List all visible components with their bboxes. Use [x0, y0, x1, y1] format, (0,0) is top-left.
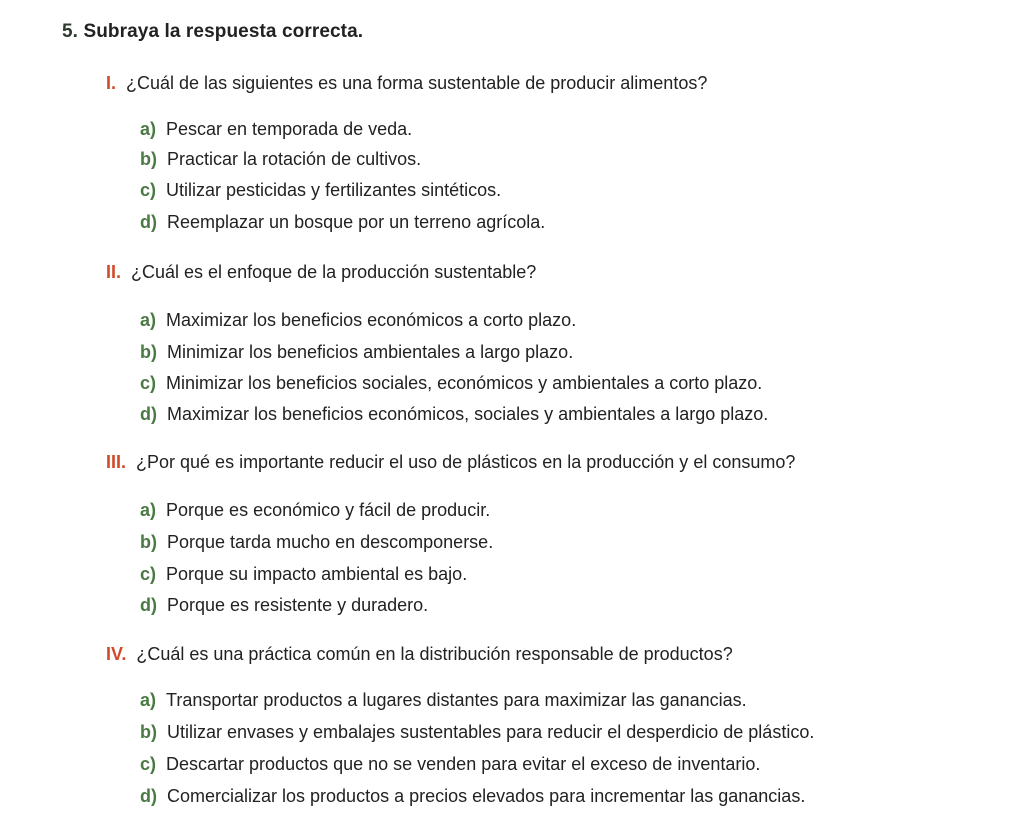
option-text: Practicar la rotación de cultivos. [167, 149, 422, 169]
question-4-option-a[interactable] [140, 690, 747, 711]
option-text: Reemplazar un bosque por un terreno agrícola. [167, 212, 546, 232]
question-1 [106, 73, 707, 94]
option-text: Maximizar los beneficios económicos, sociales y ambientales a largo plazo. [167, 404, 769, 424]
option-text: Porque es resistente y duradero. [167, 595, 429, 615]
question-2-numeral: II. [106, 262, 122, 282]
option-letter: d) [140, 404, 157, 424]
option-letter: d) [140, 212, 157, 232]
option-letter: c) [140, 754, 157, 774]
question-4-numeral: IV. [106, 644, 127, 664]
question-2 [106, 262, 536, 283]
question-2-option-a[interactable] [140, 310, 576, 331]
question-3-option-d[interactable] [140, 595, 428, 616]
question-4-text: ¿Cuál es una práctica común en la distribución responsable de productos? [136, 644, 733, 664]
option-text: Porque tarda mucho en descomponerse. [167, 532, 494, 552]
option-letter: a) [140, 119, 157, 139]
exercise-instruction: Subraya la respuesta correcta. [83, 21, 364, 42]
option-text: Transportar productos a lugares distantes para maximizar las ganancias. [166, 690, 747, 710]
question-3 [106, 452, 795, 473]
option-letter: d) [140, 595, 157, 615]
option-letter: a) [140, 690, 157, 710]
option-letter: b) [140, 532, 157, 552]
option-letter: c) [140, 373, 157, 393]
option-letter: b) [140, 149, 157, 169]
option-text: Utilizar pesticidas y fertilizantes sintéticos. [166, 180, 502, 200]
question-3-option-c[interactable] [140, 564, 467, 585]
question-2-option-d[interactable] [140, 404, 768, 425]
question-1-option-c[interactable] [140, 180, 501, 201]
question-4 [106, 644, 733, 665]
question-3-option-b[interactable] [140, 532, 493, 553]
question-1-option-d[interactable] [140, 212, 545, 233]
exercise-number: 5. [62, 21, 79, 42]
option-letter: c) [140, 180, 157, 200]
exercise-title [62, 21, 363, 43]
question-3-text: ¿Por qué es importante reducir el uso de plásticos en la producción y el consumo? [136, 452, 796, 472]
question-2-option-c[interactable] [140, 373, 762, 394]
question-2-text: ¿Cuál es el enfoque de la producción sustentable? [131, 262, 537, 282]
option-text: Porque su impacto ambiental es bajo. [166, 564, 468, 584]
option-letter: c) [140, 564, 157, 584]
option-letter: b) [140, 722, 157, 742]
option-text: Utilizar envases y embalajes sustentables para reducir el desperdicio de plástico. [167, 722, 815, 742]
question-1-text: ¿Cuál de las siguientes es una forma sustentable de producir alimentos? [126, 73, 708, 93]
question-4-option-b[interactable] [140, 722, 814, 743]
option-text: Maximizar los beneficios económicos a corto plazo. [166, 310, 577, 330]
option-text: Porque es económico y fácil de producir. [166, 500, 491, 520]
question-4-option-c[interactable] [140, 754, 760, 775]
question-3-numeral: III. [106, 452, 127, 472]
option-text: Minimizar los beneficios ambientales a largo plazo. [167, 342, 574, 362]
option-text: Pescar en temporada de veda. [166, 119, 413, 139]
question-1-numeral: I. [106, 73, 117, 93]
option-letter: a) [140, 310, 157, 330]
question-1-option-a[interactable] [140, 119, 412, 140]
option-letter: a) [140, 500, 157, 520]
option-text: Comercializar los productos a precios elevados para incrementar las ganancias. [167, 786, 806, 806]
option-letter: b) [140, 342, 157, 362]
option-text: Descartar productos que no se venden para evitar el exceso de inventario. [166, 754, 761, 774]
option-text: Minimizar los beneficios sociales, económicos y ambientales a corto plazo. [166, 373, 763, 393]
question-4-option-d[interactable] [140, 786, 805, 807]
option-letter: d) [140, 786, 157, 806]
question-3-option-a[interactable] [140, 500, 490, 521]
question-2-option-b[interactable] [140, 342, 573, 363]
question-1-option-b[interactable] [140, 149, 421, 170]
